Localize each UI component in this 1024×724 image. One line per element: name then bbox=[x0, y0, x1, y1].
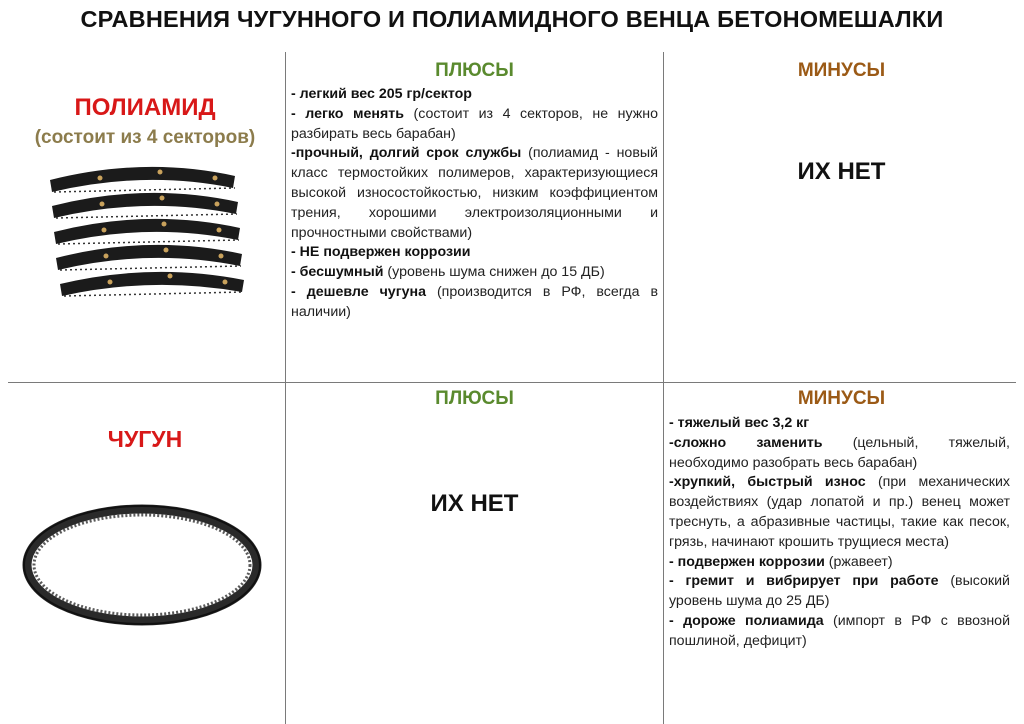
row-polyamide-name: ПОЛИАМИД bbox=[74, 94, 216, 121]
list-item: -сложно заменить (цельный, тяжелый, необходимо разобрать весь барабан) bbox=[669, 434, 1011, 471]
list-item: - НЕ подвержен коррозии bbox=[291, 244, 471, 261]
row-polyamide-minus-header: МИНУСЫ bbox=[797, 60, 886, 81]
list-item: -хрупкий, быстрый износ (при механических воздействиях (удар лопатой и пр.) венец может треснуть, а абразивные частицы, такие как песок, грязь, начинают крошить трущиеся места) bbox=[669, 474, 1011, 550]
list-item: - дороже полиамида (импорт в РФ с ввозной пошлиной, дефицит) bbox=[669, 612, 1010, 649]
row-polyamide-subtitle: (состоит из 4 секторов) bbox=[34, 127, 256, 148]
list-item: - легко менять (состоит из 4 секторов, не нужно разбирать весь барабан) bbox=[291, 105, 658, 142]
list-item: - подвержен коррозии (ржавеет) bbox=[669, 553, 893, 570]
list-item: - легкий вес 205 гр/сектор bbox=[291, 86, 472, 102]
list-item: - бесшумный (уровень шума снижен до 15 ДБ) bbox=[291, 264, 605, 281]
row-cast-iron-name: ЧУГУН bbox=[107, 426, 183, 452]
row-cast-iron-minus-header: МИНУСЫ bbox=[797, 388, 886, 409]
page-title: СРАВНЕНИЯ ЧУГУННОГО И ПОЛИАМИДНОГО ВЕНЦА БЕТОНОМЕШАЛКИ bbox=[80, 6, 944, 32]
row-polyamide-plus-list bbox=[291, 85, 658, 323]
row-polyamide-plus-header: ПЛЮСЫ bbox=[435, 60, 514, 81]
row-cast-iron-minus-list bbox=[669, 414, 1010, 652]
row-cast-iron-plus-header: ПЛЮСЫ bbox=[435, 388, 514, 409]
cast-iron-ring-image bbox=[22, 502, 262, 628]
row-cast-iron-plus-none: ИХ НЕТ bbox=[430, 490, 519, 517]
polyamide-segments-image bbox=[40, 158, 252, 314]
row-divider bbox=[8, 382, 1016, 383]
list-item: -прочный, долгий срок службы (полиамид - новый класс термостойких полимеров, характеризующиеся высокой износостойкостью, низким коэффициентом трения, хорошими электроизоляционными и прочностными свойствами) bbox=[291, 145, 658, 241]
list-item: - дешевле чугуна (производится в РФ, всегда в наличии) bbox=[291, 283, 658, 320]
row-polyamide-minus-none: ИХ НЕТ bbox=[797, 158, 886, 185]
list-item: - тяжелый вес 3,2 кг bbox=[669, 415, 810, 431]
list-item: - гремит и вибрирует при работе (высокий уровень шума до 25 ДБ) bbox=[669, 573, 1010, 610]
